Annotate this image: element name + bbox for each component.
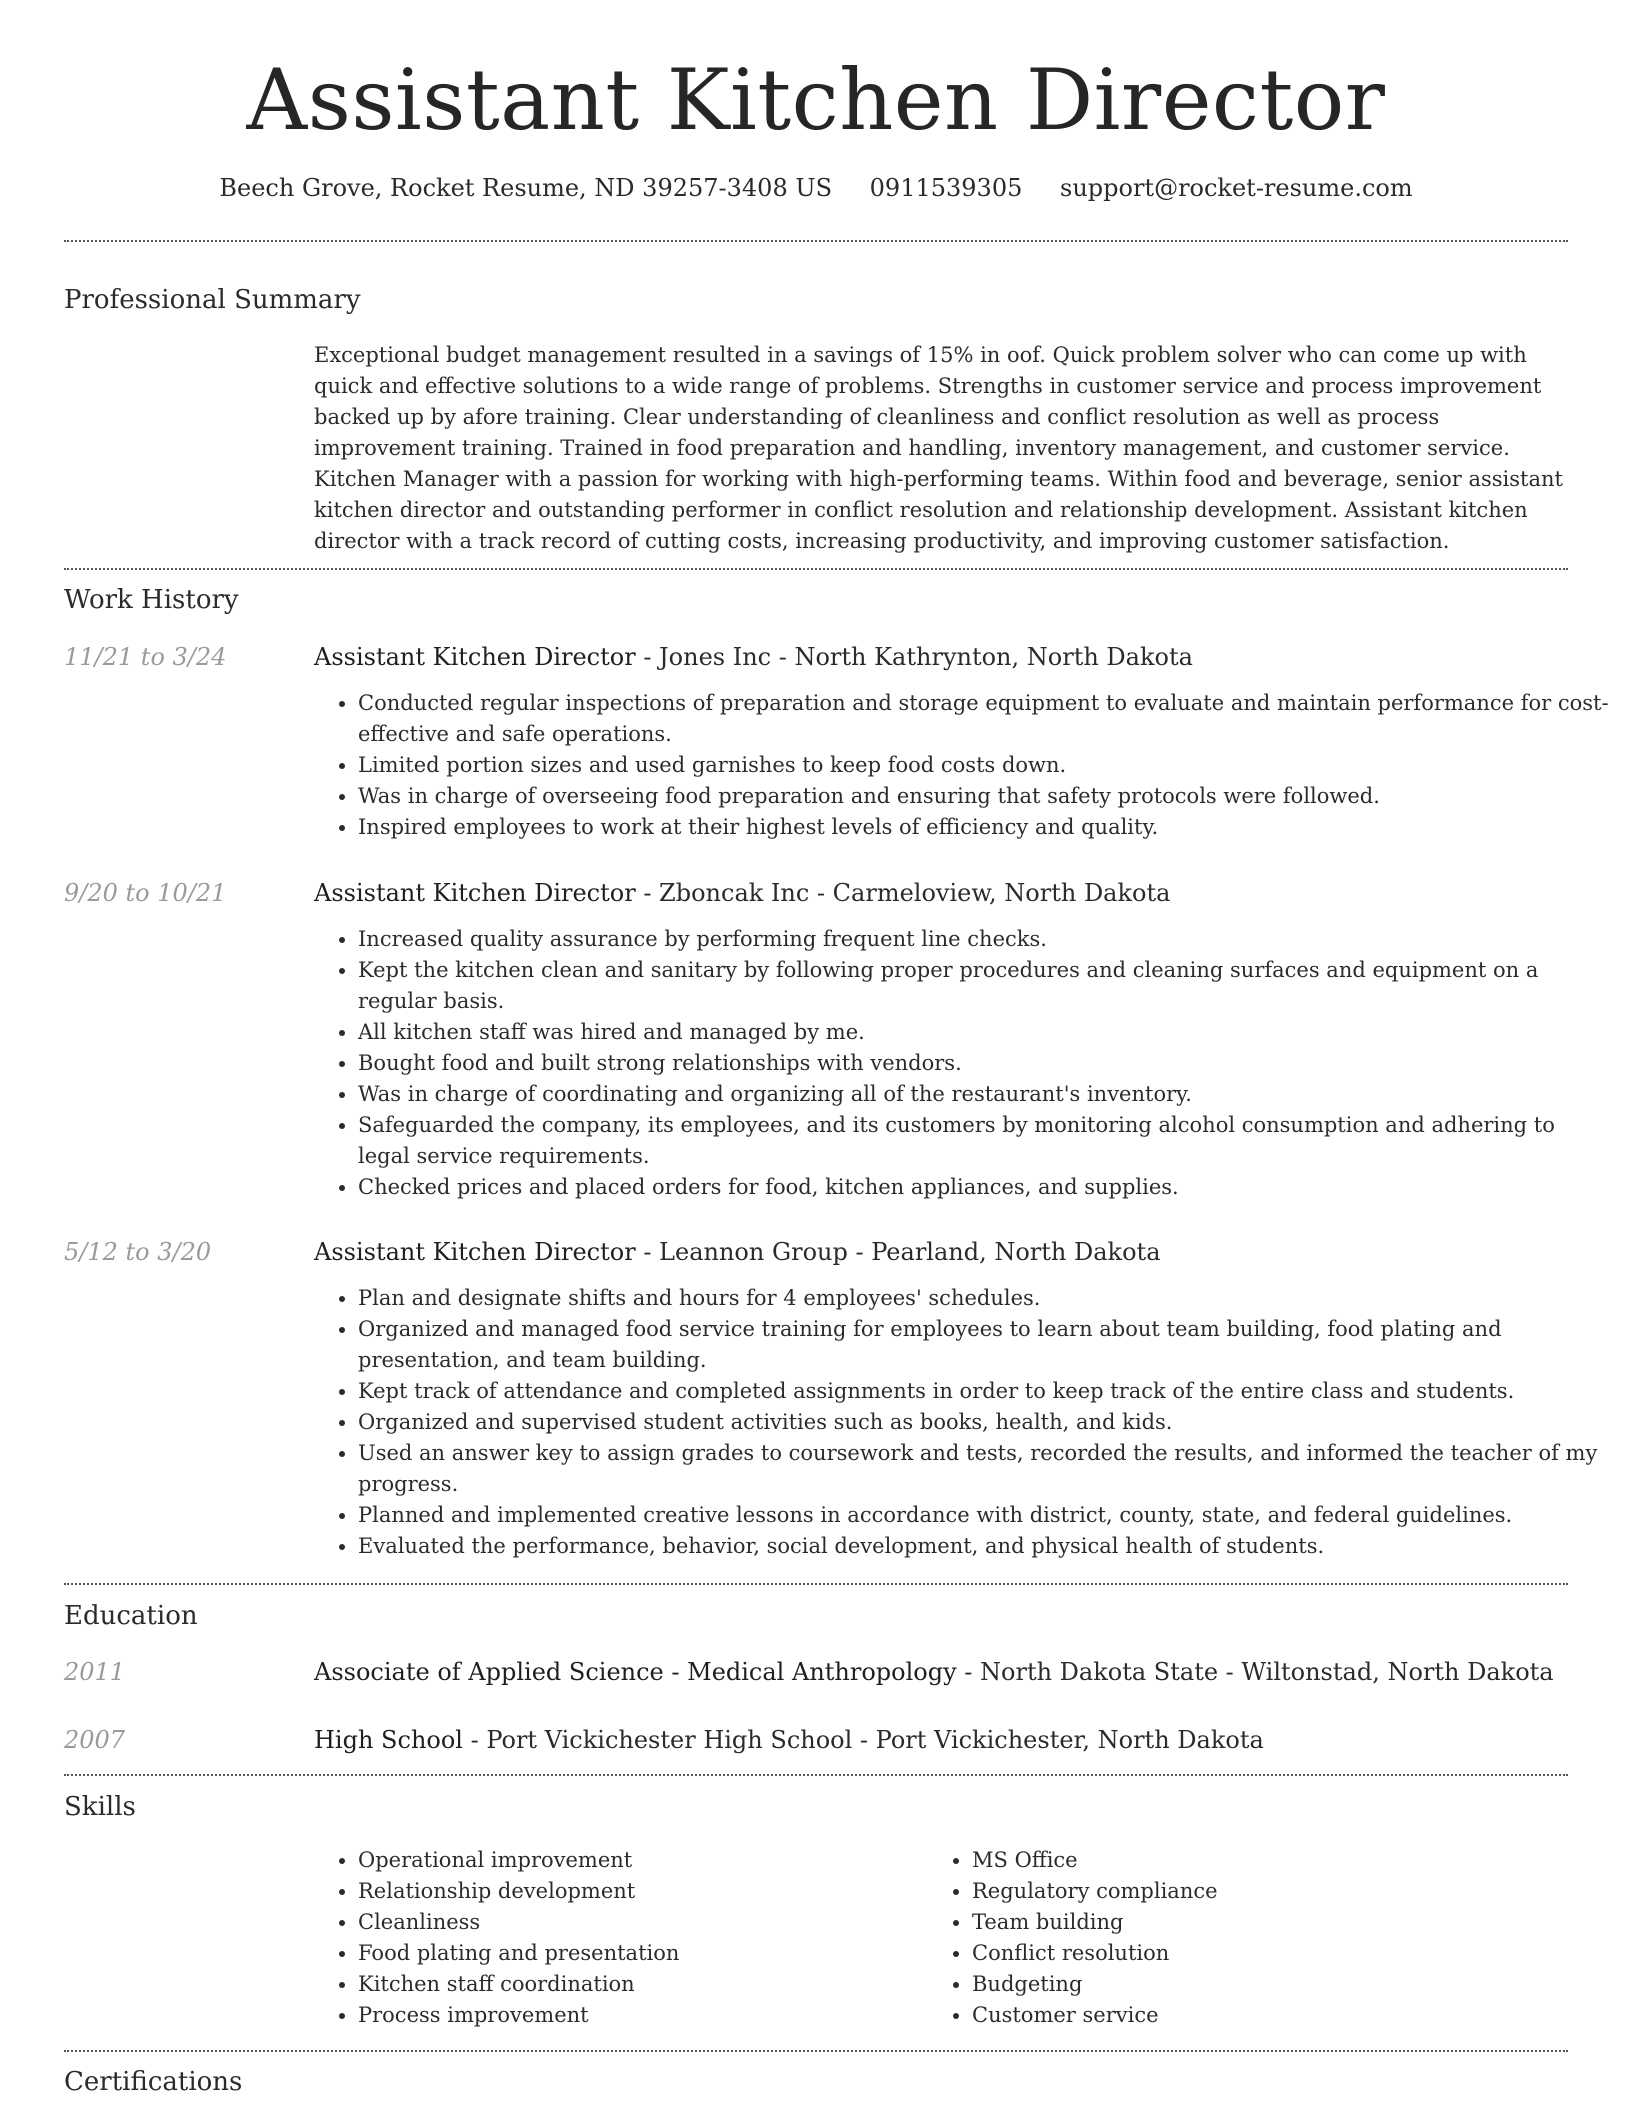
job-title — [314, 876, 1170, 910]
education-year: 2007 — [64, 1726, 126, 1754]
job-bullet: • Was in charge of overseeing food preparation and ensuring that safety protocols were followed. — [358, 781, 1612, 812]
section-divider — [64, 2050, 1568, 2052]
education-heading: Education — [64, 1601, 198, 1631]
skill-item: • Conflict resolution — [972, 1938, 1572, 1969]
skills-list-right — [928, 1845, 1572, 2031]
work-history-heading: Work History — [64, 585, 239, 615]
job-title — [314, 640, 1193, 674]
job-dates: 11/21 to 3/24 — [64, 643, 227, 671]
section-divider — [64, 568, 1568, 570]
summary-heading: Professional Summary — [64, 285, 361, 315]
job-details: - Zboncak Inc - Carmeloview, North Dakota — [635, 879, 1171, 907]
contact-email[interactable]: support@rocket-resume.com — [1060, 174, 1413, 202]
job-role: Assistant Kitchen Director — [314, 643, 636, 671]
job-bullets — [314, 1283, 1612, 1562]
education-details: - Port Vickichester High School - Port Vickichester, North Dakota — [462, 1726, 1264, 1754]
skill-item: • MS Office — [972, 1845, 1572, 1876]
skill-item: • Customer service — [972, 2000, 1572, 2031]
section-divider — [64, 1583, 1568, 1585]
job-bullet: • Organized and supervised student activities such as books, health, and kids. — [358, 1407, 1612, 1438]
job-bullet: • Plan and designate shifts and hours for 4 employees' schedules. — [358, 1283, 1612, 1314]
skill-item: • Operational improvement — [358, 1845, 918, 1876]
job-bullet: • Used an answer key to assign grades to coursework and tests, recorded the results, and informed the teacher of my progress. — [358, 1438, 1612, 1500]
job-bullets — [314, 688, 1612, 843]
job-bullet: • Was in charge of coordinating and organizing all of the restaurant's inventory. — [358, 1079, 1612, 1110]
education-details: - North Dakota State - Wiltonstad, North Dakota — [956, 1658, 1554, 1686]
job-role: Assistant Kitchen Director — [314, 879, 636, 907]
job-bullet: • Organized and managed food service training for employees to learn about team building, food plating and presentation, and team building. — [358, 1314, 1612, 1376]
job-dates: 5/12 to 3/20 — [64, 1238, 212, 1266]
education-degree: Associate of Applied Science - Medical Anthropology — [314, 1658, 957, 1686]
education-year: 2011 — [64, 1658, 126, 1686]
job-bullet: • Checked prices and placed orders for food, kitchen appliances, and supplies. — [358, 1172, 1612, 1203]
job-bullet: • Increased quality assurance by performing frequent line checks. — [358, 924, 1612, 955]
certifications-heading: Certifications — [64, 2067, 243, 2097]
skill-item: • Cleanliness — [358, 1907, 918, 1938]
contact-phone: 0911539305 — [869, 174, 1023, 202]
job-bullet: • Planned and implemented creative lessons in accordance with district, county, state, and federal guidelines. — [358, 1500, 1612, 1531]
section-divider — [64, 240, 1568, 242]
education-degree: High School — [314, 1726, 463, 1754]
skill-item: • Process improvement — [358, 2000, 918, 2031]
job-bullet: • All kitchen staff was hired and managed by me. — [358, 1017, 1612, 1048]
education-entry — [314, 1655, 1554, 1689]
job-bullet: • Limited portion sizes and used garnishes to keep food costs down. — [358, 750, 1612, 781]
contact-line — [0, 170, 1632, 206]
summary-text: Exceptional budget management resulted in a savings of 15% in oof. Quick problem solver who can come up with quick and effective solutions to a wide range of problems. Strengths in customer service and process improvement backed up by afore training. Clear understanding of cleanliness and conflict resolution as well as process improvement training. Trained in food preparation and handling, inventory management, and customer service. Kitchen Manager with a passion for working with high-performing teams. Within food and beverage, senior assistant kitchen director and outstanding performer in conflict resolution and relationship development. Assistant kitchen director with a track record of cutting costs, increasing productivity, and improving customer satisfaction. — [314, 343, 1563, 553]
job-bullet: • Safeguarded the company, its employees, and its customers by monitoring alcohol consumption and adhering to legal service requirements. — [358, 1110, 1612, 1172]
job-bullet: • Bought food and built strong relationships with vendors. — [358, 1048, 1612, 1079]
resume-title: Assistant Kitchen Director — [246, 51, 1386, 149]
contact-address: Beech Grove, Rocket Resume, ND 39257-3408 US — [219, 174, 833, 202]
job-details: - Jones Inc - North Kathrynton, North Dakota — [635, 643, 1193, 671]
skill-item: • Food plating and presentation — [358, 1938, 918, 1969]
skill-item: • Regulatory compliance — [972, 1876, 1572, 1907]
job-bullet: • Kept the kitchen clean and sanitary by following proper procedures and cleaning surfaces and equipment on a regular basis. — [358, 955, 1612, 1017]
job-bullet: • Conducted regular inspections of preparation and storage equipment to evaluate and maintain performance for cost-effective and safe operations. — [358, 688, 1612, 750]
skills-heading: Skills — [64, 1792, 136, 1822]
job-bullet: • Kept track of attendance and completed assignments in order to keep track of the entire class and students. — [358, 1376, 1612, 1407]
job-role: Assistant Kitchen Director — [314, 1238, 636, 1266]
education-entry — [314, 1723, 1264, 1757]
job-bullet: • Inspired employees to work at their highest levels of efficiency and quality. — [358, 812, 1612, 843]
job-title — [314, 1235, 1161, 1269]
job-details: - Leannon Group - Pearland, North Dakota — [635, 1238, 1161, 1266]
skill-item: • Team building — [972, 1907, 1572, 1938]
job-bullet: • Evaluated the performance, behavior, social development, and physical health of students. — [358, 1531, 1612, 1562]
section-divider — [64, 1774, 1568, 1776]
skills-list-left — [314, 1845, 918, 2031]
skill-item: • Relationship development — [358, 1876, 918, 1907]
skill-item: • Kitchen staff coordination — [358, 1969, 918, 2000]
job-dates: 9/20 to 10/21 — [64, 879, 227, 907]
skill-item: • Budgeting — [972, 1969, 1572, 2000]
job-bullets — [314, 924, 1612, 1203]
